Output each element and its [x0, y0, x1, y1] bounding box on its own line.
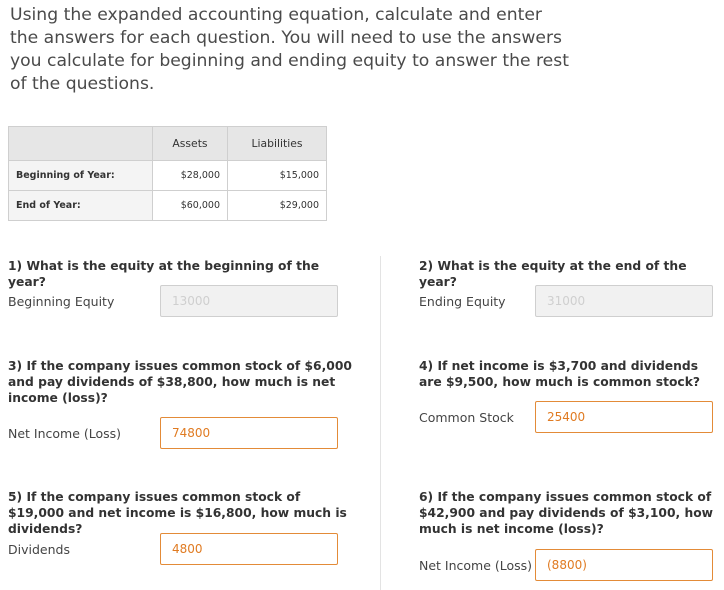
header-assets: Assets	[153, 127, 228, 161]
header-blank	[9, 127, 153, 161]
cell-liabilities-beginning: $15,000	[228, 161, 327, 191]
table-row	[9, 161, 327, 191]
net-income-field-2[interactable]: (8800)	[535, 549, 713, 581]
header-liabilities: Liabilities	[228, 127, 327, 161]
common-stock-field[interactable]: 25400	[535, 401, 713, 433]
instructions-text: Using the expanded accounting equation, calculate and enter the answers for each question. You will need to use the answers you calculate for beginning and ending equity to answer the rest of the questions.	[10, 5, 569, 94]
net-income-label-2: Net Income (Loss)	[419, 558, 533, 573]
beginning-equity-field[interactable]: 13000	[160, 285, 338, 317]
question-5-text: 5) If the company issues common stock of $19,000 and net income is $16,800, how much is dividends?	[8, 490, 347, 536]
row-label-end: End of Year:	[9, 191, 153, 221]
ending-equity-label: Ending Equity	[419, 294, 506, 309]
cell-liabilities-end: $29,000	[228, 191, 327, 221]
beginning-equity-label: Beginning Equity	[8, 294, 115, 309]
cell-assets-end: $60,000	[153, 191, 228, 221]
question-2-text: 2) What is the equity at the end of the year?	[419, 259, 687, 289]
dividends-label: Dividends	[8, 542, 70, 557]
question-3-text: 3) If the company issues common stock of $6,000 and pay dividends of $38,800, how much is net income (loss)?	[8, 359, 352, 405]
question-1-text: 1) What is the equity at the beginning of the year?	[8, 259, 320, 289]
cell-assets-beginning: $28,000	[153, 161, 228, 191]
ending-equity-field[interactable]: 31000	[535, 285, 713, 317]
row-label-beginning: Beginning of Year:	[9, 161, 153, 191]
assets-liabilities-table	[8, 126, 327, 221]
net-income-label: Net Income (Loss)	[8, 426, 122, 441]
question-6-text: 6) If the company issues common stock of $42,900 and pay dividends of $3,100, how much is net income (loss)?	[419, 490, 714, 536]
table-header-row	[9, 127, 327, 161]
common-stock-label: Common Stock	[419, 410, 514, 425]
question-4-text: 4) If net income is $3,700 and dividends are $9,500, how much is common stock?	[419, 359, 701, 389]
table-row	[9, 191, 327, 221]
dividends-field[interactable]: 4800	[160, 533, 338, 565]
column-divider	[380, 256, 381, 590]
net-income-field[interactable]: 74800	[160, 417, 338, 449]
